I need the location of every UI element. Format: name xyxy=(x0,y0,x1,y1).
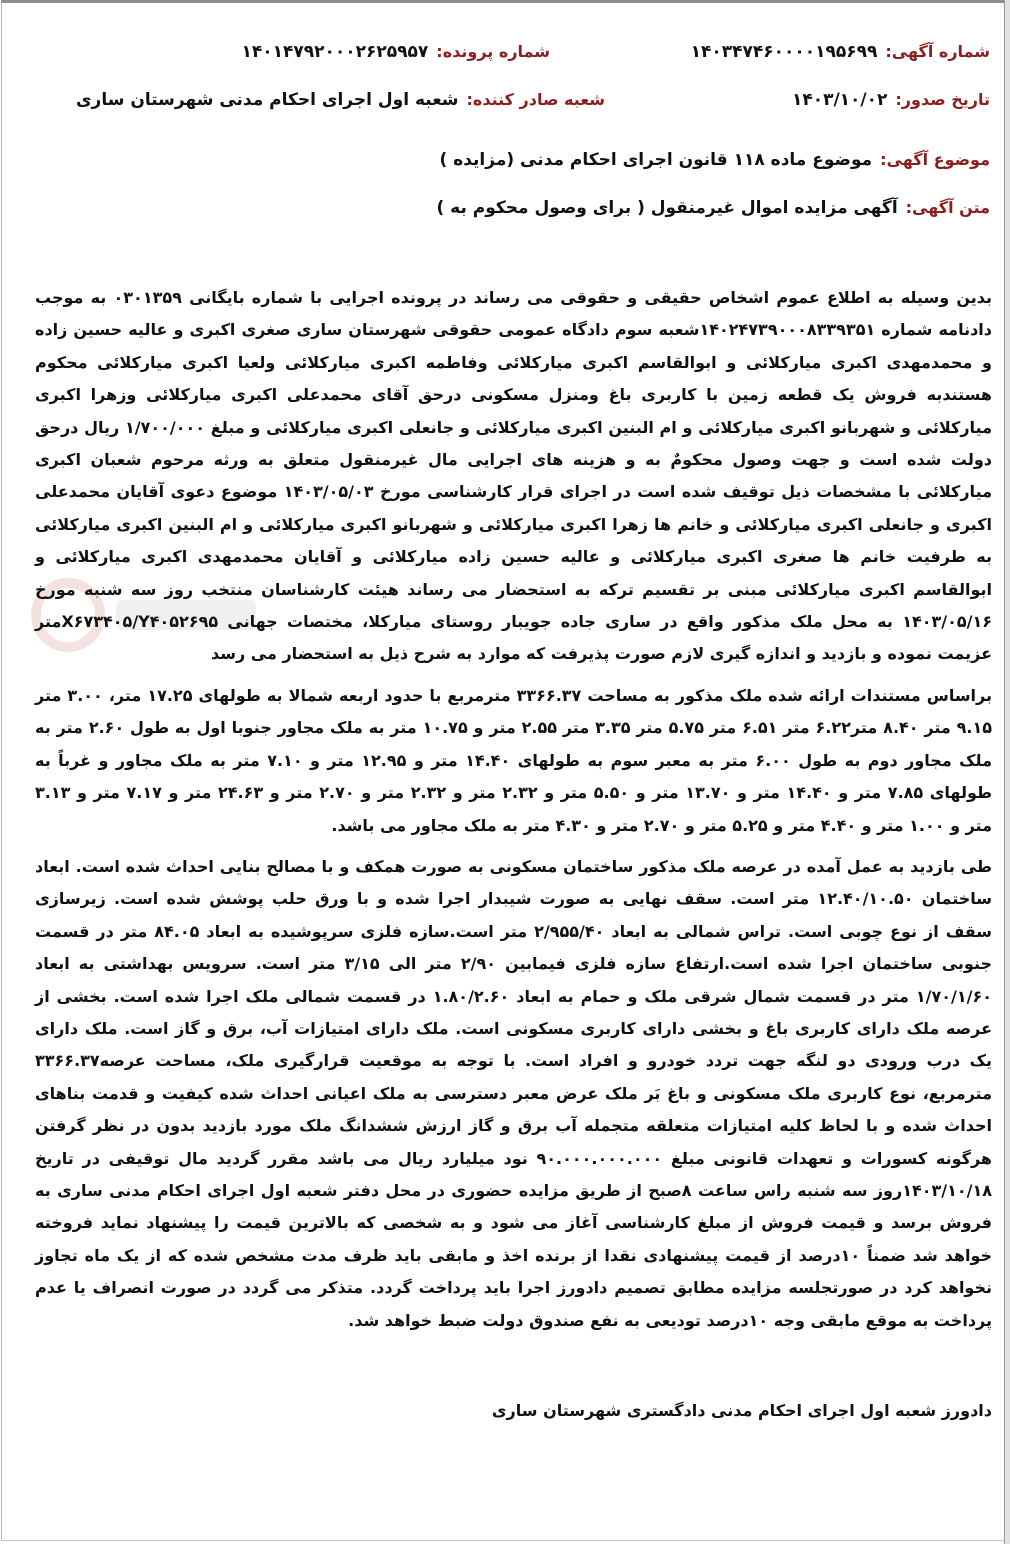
case-number-label: شماره پرونده: xyxy=(436,42,550,61)
body-paragraph-intro: بدین وسیله به اطلاع عموم اشخاص حقیقی و حقوقی می رساند در پرونده اجرایی با شماره بایگانی ۰۳۰۱۳۵۹ به موجب دادنامه شماره ۱۴۰۲۴۷۳۹۰۰۰۸۳۳۹۳۵۱شعبه سوم دادگاه عمومی حقوقی شهرستان ساری صغری اکبری و عالیه حسین زاده و محمدمهدی اکبری میارکلائی و ابوالقاسم اکبری میارکلائی وفاطمه اکبری میارکلائی ولعیا اکبری میارکلائی محکوم هستندبه فروش یک قطعه زمین با کاربری باغ ومنزل مسکونی درحق آقای محمدعلی اکبری میارکلائی وزهرا اکبری میارکلائی و شهربانو اکبری میارکلائی و ام البنین اکبری میارکلائی و جانعلی اکبری میارکلائی و مبلغ ۱/۷۰۰/۰۰۰ ریال درحق دولت شده است و جهت وصول محکومٌ به و هزینه های اجرایی مال غیرمنقول متعلق به ورثه مرحوم شعبان اکبری میارکلائی با مشخصات ذیل توقیف شده است در اجرای قرار کارشناسی مورخ ۱۴۰۳/۰۵/۰۳ موضوع دعوی آقایان محمدعلی اکبری و جانعلی اکبری میارکلائی و خانم ها زهرا اکبری میارکلائی و شهربانو اکبری میارکلائی و ام البنین اکبری میارکلائی به طرفیت خانم ها صغری اکبری میارکلائی و عالیه حسین زاده میارکلائی و آقایان محمدمهدی اکبری میارکلائی و ابوالقاسم اکبری میارکلائی مبنی بر تقسیم ترکه به استحضار می رساند هیئت کارشناسان منتخب روز سه شنبه مورخ ۱۴۰۳/۰۵/۱۶ به محل ملک مذکور واقع در ساری جاده جویبار روستای میارکلا، مختصات جهانی X۶۷۳۴۰۵/Y۴۰۵۲۶۹۵متر عزیمت نموده و بازدید و اندازه گیری لازم صورت پذیرفت که موارد به شرح ذیل به استحضار می رسد xyxy=(35,288,993,664)
page-right-edge xyxy=(1004,0,1010,1544)
subject-value: موضوع ماده ۱۱۸ قانون اجرای احکام مدنی (مزایده ) xyxy=(439,150,873,170)
case-number-value: ۱۴۰۱۴۷۹۲۰۰۰۲۶۲۵۹۵۷ xyxy=(241,42,429,62)
body-paragraph-inspection: طی بازدید به عمل آمده در عرصه ملک مذکور ساختمان مسکونی به صورت همکف و با مصالح بنایی احداث شده است. ابعاد ساختمان ۱۲.۴۰/۱۰.۵۰ متر است. سقف نهایی به صورت شیبدار اجرا شده و با ورق حلب پوشش شده است. زیرسازی سقف از نوع چوبی است. تراس شمالی به ابعاد ۲/۹۵۵/۴۰ متر است.سازه فلزی سرپوشیده به ابعاد ۸۴.۰۵ متر در قسمت جنوبی ساختمان اجرا شده است.ارتفاع سازه فلزی فیمابین ۲/۹۰ متر الی ۳/۱۵ متر است. سرویس بهداشتی به ابعاد ۱/۷۰/۱/۶۰ متر در قسمت شمال شرقی ملک و حمام به ابعاد ۱.۸۰/۲.۶۰ در قسمت شمالی ملک اجرا شده است. بخشی از عرصه ملک دارای کاربری باغ و بخشی دارای کاربری مسکونی است. ملک دارای امتیازات آب، برق و گاز است. ملک دارای یک درب ورودی دو لنگه جهت تردد خودرو و افراد است. با توجه به موقعیت قرارگیری ملک، مساحت عرصه۳۳۶۶.۳۷ مترمربع، نوع کاربری ملک مسکونی و باغ بَر ملک عرض معبر دسترسی به ملک اعیانی احداث شده کیفیت و قدمت بناهای احداث شده و با لحاظ کلیه امتیازات متعلقه متجمله آب برق و گاز ارزش ششدانگ ملک مورد بازدید بدون در نظر گرفتن هرگونه کسورات و تعهدات قانونی مبلغ ۹۰.۰۰۰.۰۰۰.۰۰۰ نود میلیارد ریال می باشد مقرر گردید مال توقیفی در تاریخ ۱۴۰۳/۱۰/۱۸روز سه شنبه راس ساعت ۸صبح از طریق مزایده حضوری در محل دفتر شعبه اول اجرای احکام مدنی ساری به فروش برسد و قیمت فروش از مبلغ کارشناسی آغاز می شود و به شخصی که بالاترین قیمت را پیشنهاد نماید فروخته خواهد شد ضمناً ۱۰درصد از قیمت پیشنهادی نقدا از برنده اخذ و مابقی باید ظرف مدت مشخص شده که از یک ماه تجاوز نخواهد کرد در صورتجلسه مزایده مطابق تصمیم دادورز اجرا باید پرداخت گردد. متذکر می گردد در صورت انصراف یا عدم پرداخت به موقع مابقی وجه ۱۰درصد تودیعی به نفع صندوق دولت ضبط خواهد شد. xyxy=(35,856,993,1330)
subject-label: موضوع آگهی: xyxy=(880,150,990,169)
body-paragraph-boundaries: براساس مستندات ارائه شده ملک مذکور به مساحت ۳۳۶۶.۳۷ مترمربع با حدود اربعه شمالا به طولهای ۱۷.۲۵ متر، ۳.۰۰ متر ۹.۱۵ متر ۸.۴۰ متر۶.۲۲ متر ۶.۵۱ متر ۵.۷۵ متر ۳.۳۵ متر ۲.۵۵ متر و ۱۰.۷۵ متر به ملک مجاور جنوبا اول به طول ۲.۶۰ متر به ملک مجاور دوم به طول ۶.۰۰ متر به معبر سوم به طولهای ۱۴.۴۰ متر و ۱۲.۹۵ متر و ۷.۱۰ متر به ملک مجاور و غرباً به طولهای ۷.۸۵ متر و ۱۴.۴۰ متر و ۱۳.۷۰ متر و ۵.۵۰ متر و ۲.۳۲ متر و ۲.۳۲ متر و ۲.۷۰ متر و ۲۴.۶۳ متر و ۷.۱۷ متر و ۳.۱۳ متر و ۱.۰۰ متر و ۴.۴۰ متر و ۵.۲۵ متر و ۲.۷۰ متر و ۴.۳۰ متر به ملک مجاور می باشد. xyxy=(35,685,993,835)
issue-date-value: ۱۴۰۳/۱۰/۰۲ xyxy=(791,90,888,110)
notice-text-label: متن آگهی: xyxy=(905,198,990,217)
issuing-branch-label: شعبه صادر کننده: xyxy=(466,90,605,109)
issuing-branch-value: شعبه اول اجرای احکام مدنی شهرستان ساری xyxy=(75,90,459,110)
issuing-branch-field xyxy=(76,90,605,110)
signature-line: دادورز شعبه اول اجرای احکام مدنی دادگستری شهرستان ساری xyxy=(491,1401,992,1420)
ad-number-field xyxy=(691,42,990,62)
ad-number-label: شماره آگهی: xyxy=(885,42,990,61)
notice-text-title: آگهی مزایده اموال غیرمنقول ( برای وصول محکوم به ) xyxy=(436,198,898,218)
issue-date-label: تاریخ صدور: xyxy=(895,90,990,109)
issue-date-field xyxy=(792,90,990,110)
notice-text-field xyxy=(436,198,990,218)
case-number-field xyxy=(242,42,550,62)
notice-body xyxy=(35,282,992,1427)
subject-field xyxy=(440,150,991,170)
ad-number-value: ۱۴۰۳۴۷۴۶۰۰۰۰۱۹۵۶۹۹ xyxy=(690,42,878,62)
